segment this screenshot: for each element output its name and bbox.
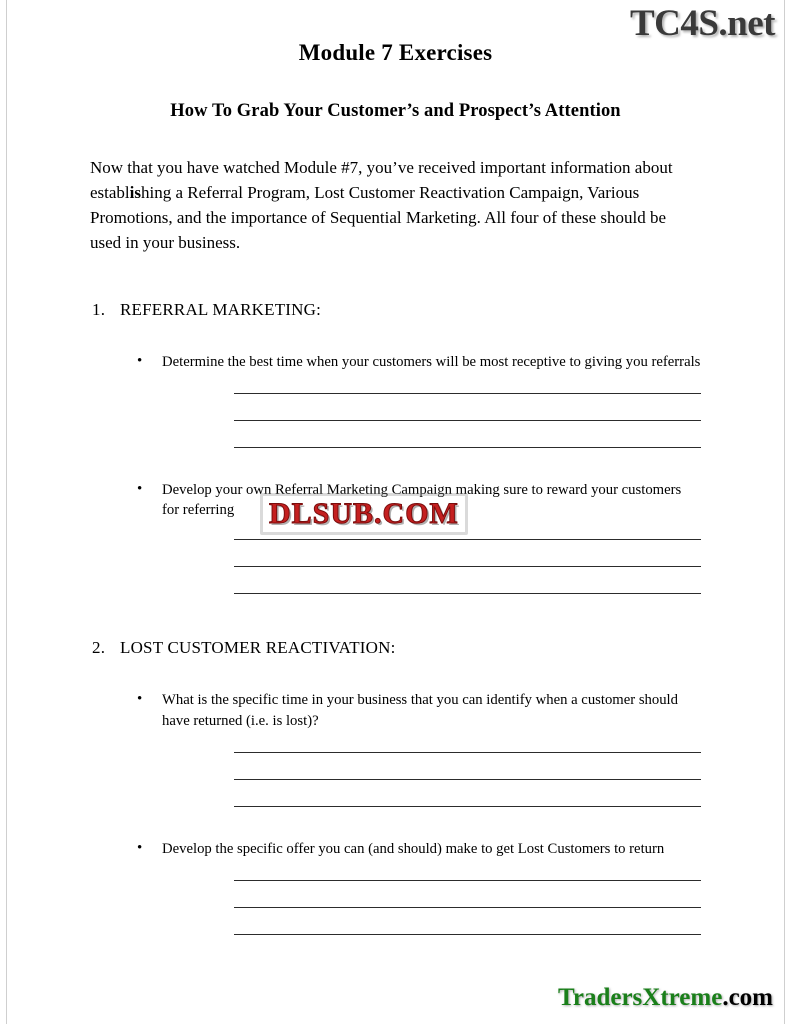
answer-lines[interactable]: [162, 880, 701, 935]
watermark-top-right: TC4S.net: [629, 3, 775, 44]
answer-line[interactable]: [234, 566, 701, 567]
answer-line[interactable]: [234, 539, 701, 540]
bullet-dot-icon: •: [137, 480, 143, 497]
watermark-bottom-suffix: .com: [722, 984, 773, 1011]
answer-line[interactable]: [234, 420, 701, 421]
watermark-bottom-right: [558, 984, 773, 1012]
answer-line[interactable]: [234, 934, 701, 935]
page-subtitle: How To Grab Your Customer’s and Prospect’s Attention: [170, 101, 621, 121]
section-referral-marketing: [90, 300, 701, 595]
section-heading-label: REFERRAL MARKETING:: [120, 299, 322, 319]
bullet-list: [90, 690, 701, 935]
section-heading-label: LOST CUSTOMER REACTIVATION:: [120, 638, 396, 658]
section-heading: [90, 638, 701, 658]
section-number: 2.: [92, 638, 106, 658]
section-lost-customer-reactivation: [90, 638, 701, 935]
page-title: Module 7 Exercises: [298, 40, 493, 65]
answer-line[interactable]: [234, 779, 701, 780]
bullet-text: Develop your own Referral Marketing Campaign making sure to reward your customers for referring: [162, 481, 682, 519]
section-number: 1.: [92, 299, 106, 319]
answer-line[interactable]: [234, 907, 701, 908]
answer-lines[interactable]: [162, 539, 701, 594]
watermark-middle: [250, 489, 478, 539]
bullet-dot-icon: •: [137, 352, 143, 369]
answer-line[interactable]: [234, 447, 701, 448]
list-item: [90, 839, 701, 935]
bullet-text: What is the specific time in your business that you can identify when a customer should have returned (i.e. is lost)?: [162, 692, 678, 730]
document-content: [90, 40, 701, 935]
bullet-text: Determine the best time when your customers will be most receptive to giving you referrals: [162, 353, 701, 370]
answer-lines[interactable]: [162, 752, 701, 807]
list-item: [90, 352, 701, 448]
bullet-dot-icon: •: [137, 840, 143, 856]
page-edge-line-left: [6, 0, 7, 1024]
answer-line[interactable]: [234, 393, 701, 394]
answer-line[interactable]: [234, 880, 701, 881]
answer-line[interactable]: [234, 752, 701, 753]
answer-line[interactable]: [234, 806, 701, 807]
page-edge-line-right: [784, 0, 785, 1024]
intro-paragraph: [90, 155, 701, 256]
section-list: [90, 300, 701, 935]
answer-lines[interactable]: [162, 393, 701, 448]
watermark-middle-label: DLSUB.COM: [260, 493, 468, 535]
bullet-list: [90, 352, 701, 595]
answer-line[interactable]: [234, 593, 701, 594]
bullet-dot-icon: •: [137, 691, 143, 708]
intro-text-bold: is: [129, 183, 141, 203]
watermark-bottom-name: TradersXtreme: [558, 984, 723, 1011]
intro-text-part1: Now that you have watched Module #7, you’ve received important information about establ: [90, 158, 673, 203]
bullet-text: Develop the specific offer you can (and should) make to get Lost Customers to return: [162, 841, 665, 857]
section-heading: [90, 300, 701, 320]
intro-text-part2: hing a Referral Program, Lost Customer Reactivation Campaign, Various Promotions, and the importance of Sequential Marketing. All four of these should be used in your business.: [90, 183, 666, 253]
list-item: [90, 690, 701, 807]
